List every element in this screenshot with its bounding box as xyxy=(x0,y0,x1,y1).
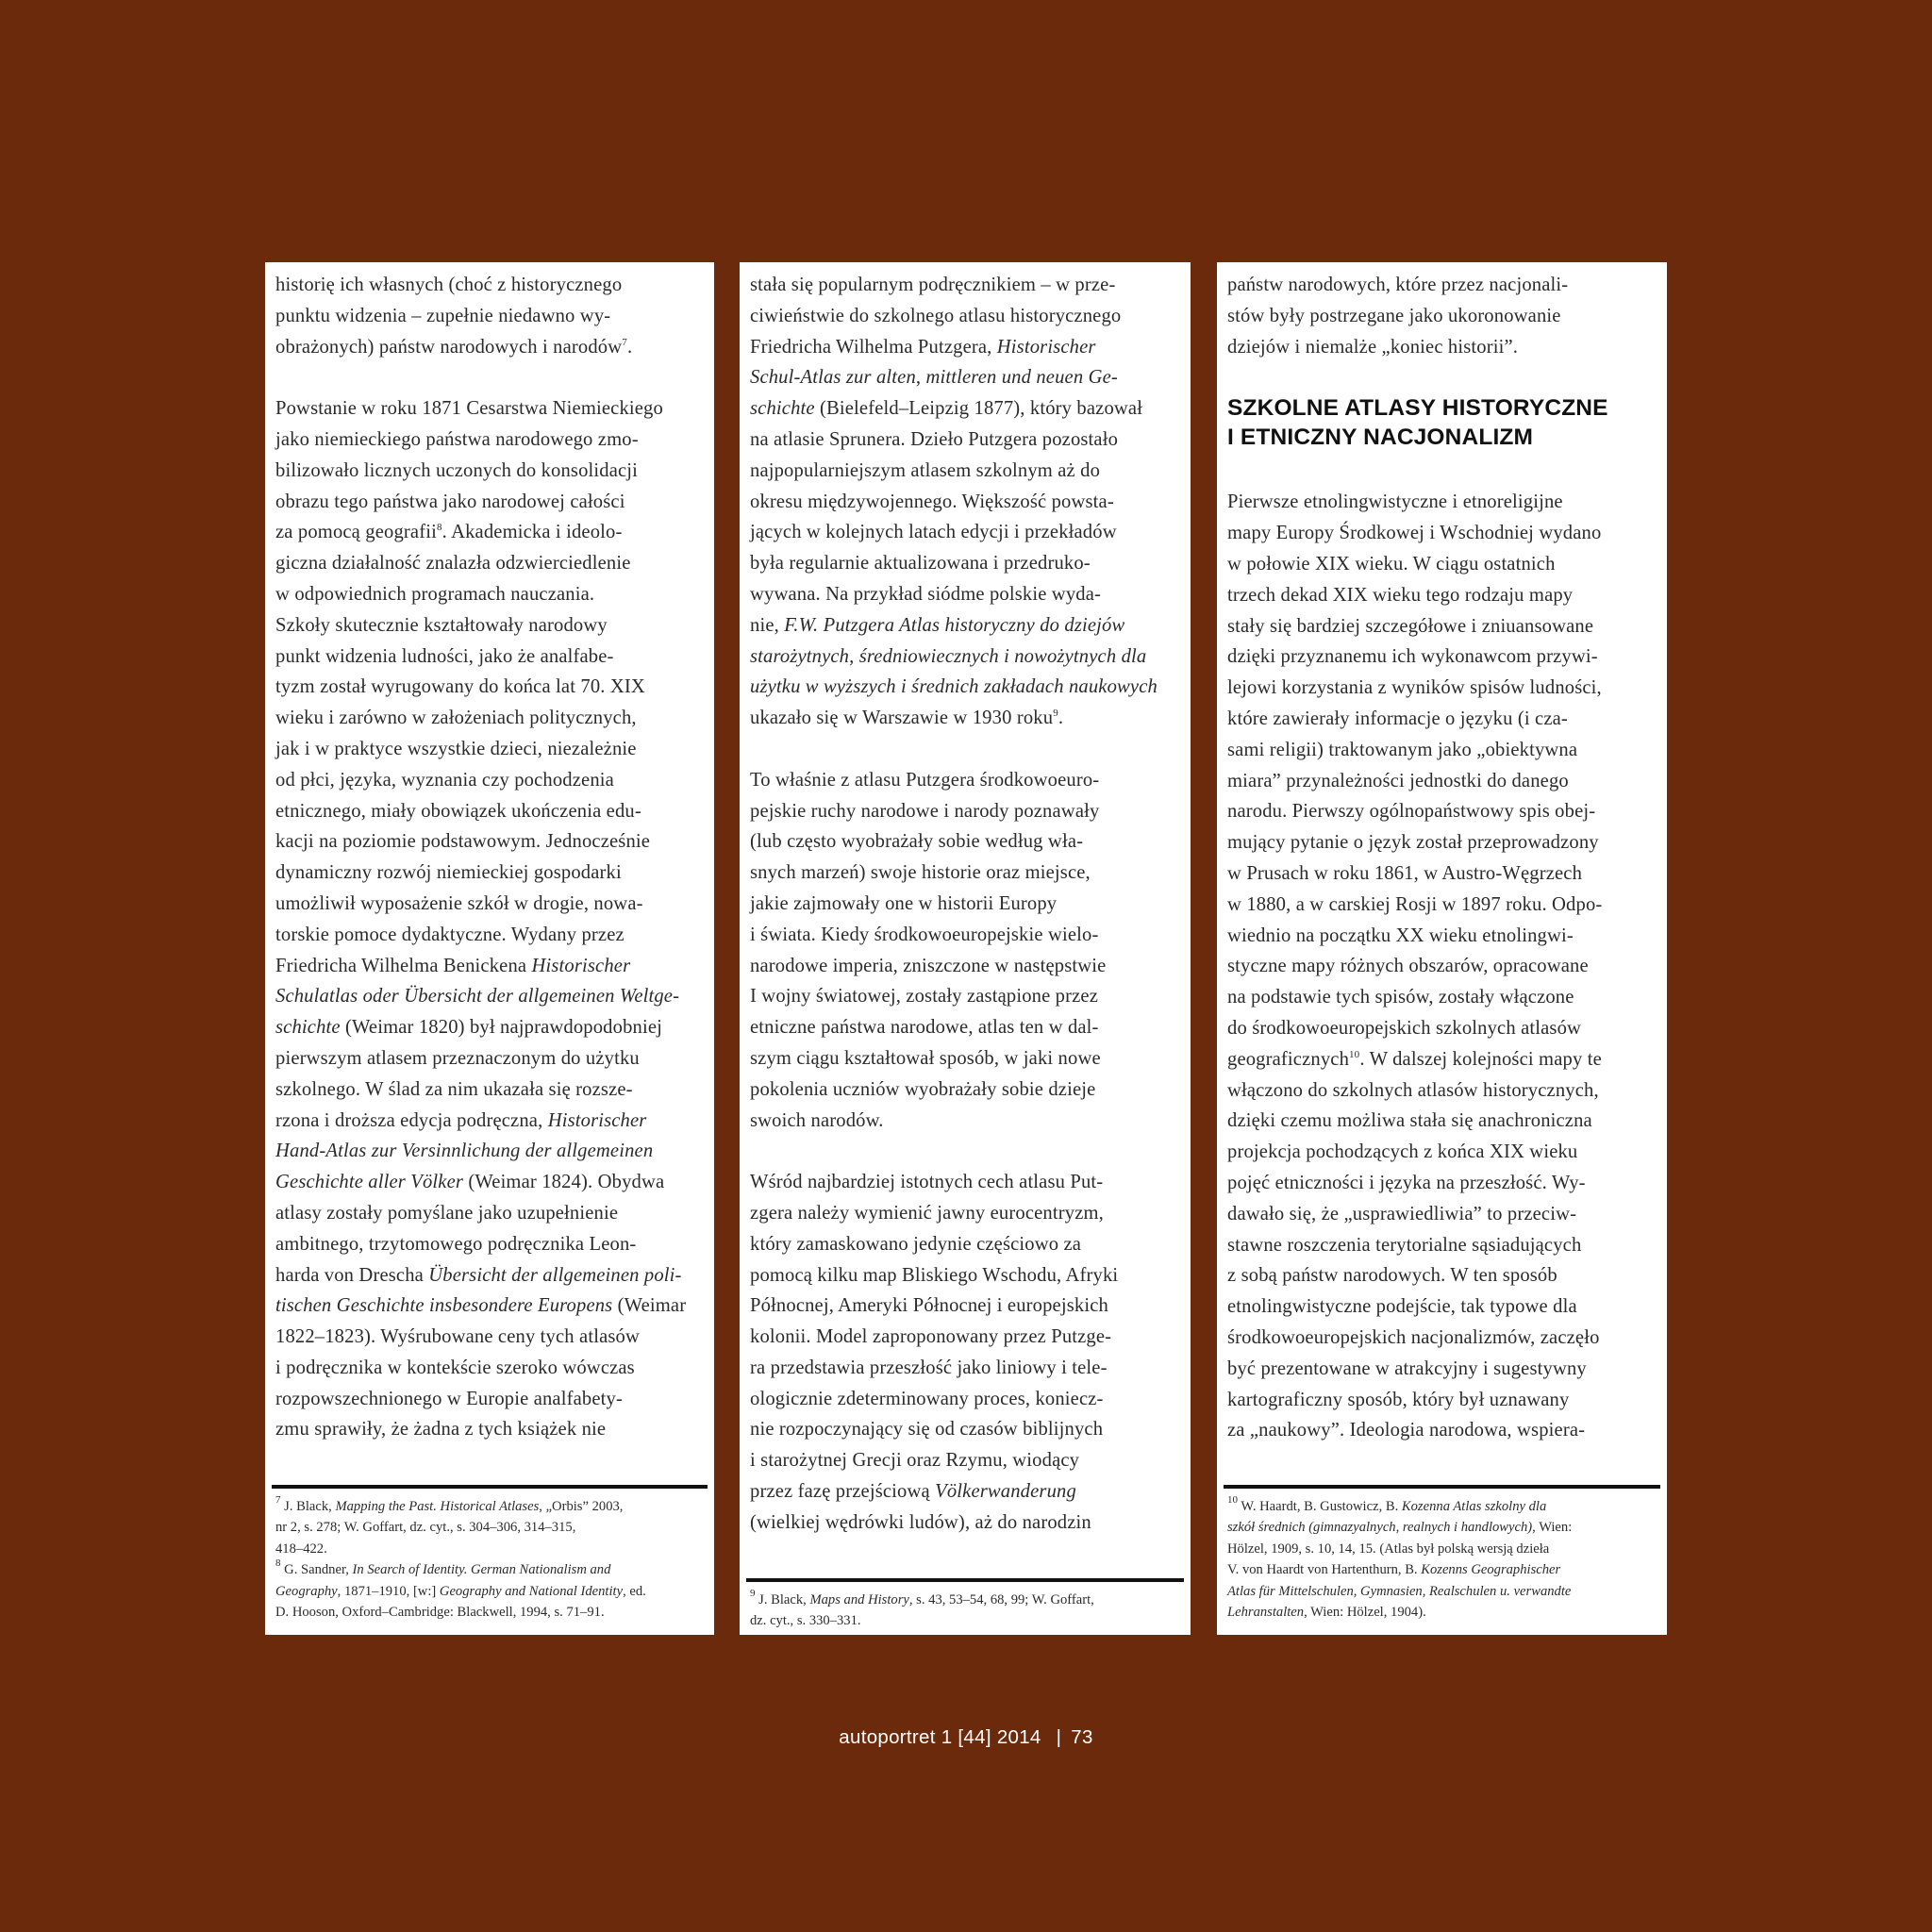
footnote-divider xyxy=(746,1578,1184,1582)
page-folio xyxy=(0,1726,1932,1749)
paragraph: Pierwsze etnolingwistyczne i etnoreligijne mapy Europy Środkowej i Wschodniej wydano w połowie XIX wieku. W ciągu ostatnich trzech dekad XIX wieku tego rodzaju mapy stały się bardziej szczegółowe i zniuansowane dzięki przyznanemu ich wykonawcom przywi- lejowi korzystania z wyników spisów ludności, które zawierały informacje o języku (i cza- sami religii) traktowanym jako „obiektywna miara” przynależności jednostki do danego narodu. Pierwszy ogólnopaństwowy spis obej- mujący pytanie o język został przeprowadzony w Prusach w roku 1861, w Austro-Węgrzech w 1880, a w carskiej Rosji w 1897 roku. Odpo- wiednio na początku XX wieku etnolingwi- styczne mapy różnych obszarów, opracowane na podstawie tych spisów, zostały włączone do środkowoeuropejskich szkolnych atlasów geograficznych$^{10}$. W dalszej kolejności mapy te włączono do szkolnych atlasów historycznych, dzięki czemu możliwa stała się anachroniczna projekcja pochodzących z końca XIX wieku pojęć etniczności i języka na przeszłość. Wy- dawało się, że „usprawiedliwia” to przeciw- stawne roszczenia terytorialne sąsiadujących z sobą państw narodowych. W ten sposób etnolingwistyczne podejście, tak typowe dla środkowoeuropejskich nacjonalizmów, zaczęło być prezentowane w atrakcyjny i sugestywny kartograficzny sposób, który był uznawany za „naukowy”. Ideologia narodowa, wspiera- xyxy=(1227,491,1603,1441)
column-1-body xyxy=(275,270,704,1445)
text-column-1 xyxy=(265,262,714,1635)
footnote-9: $^9$ J. Black, Maps and History, s. 43, 53–54, 68, 99; W. Goffart, xyxy=(750,1588,1094,1607)
page-number: 73 xyxy=(1071,1726,1093,1748)
footnote-ref[interactable]: 9 xyxy=(1053,708,1058,720)
footnote-ref[interactable]: 10 xyxy=(1349,1048,1360,1060)
paragraph: Powstanie w roku 1871 Cesarstwa Niemieckiego jako niemieckiego państwa narodowego zmo- bilizowało licznych uczonych do konsolidacji obrazu tego państwa jako narodowej całości za pomocą geografii$^8$. Akademicka i ideolo- giczna działalność znalazła odzwierciedlenie w odpowiednich programach nauczania. Szkoły skutecznie kształtowały narodowy punkt widzenia ludności, jako że analfabe- tyzm został wyrugowany do końca lat 70. XIX wieku i zarówno w założeniach politycznych, jak i w praktyce wszystkie dzieci, niezależnie od płci, języka, wyznania czy pochodzenia etnicznego, miały obowiązek ukończenia edu- kacji na poziomie podstawowym. Jednocześnie dynamiczny rozwój niemieckiej gospodarki umożliwił wyposażenie szkół w drogie, nowa- torskie pomoce dydaktyczne. Wydany przez Friedricha Wilhelma Benickena Historischer Schulatlas oder Übersicht der allgemeinen Weltge- schichte (Weimar 1820) był najprawdopodobniej pierwszym atlasem przeznaczonym do użytku szkolnego. W ślad za nim ukazała się rozsze- rzona i droższa edycja podręczna, Historischer Hand-Atlas zur Versinnlichung der allgemeinen Geschichte aller Völker (Weimar 1824). Obydwa atlasy zostały pomyślane jako uzupełnienie ambitnego, trzytomowego podręcznika Leon- harda von Drescha Übersicht der allgemeinen poli- tischen Geschichte insbesondere Europens (Weimar 1822–1823). Wyśrubowane ceny tych atlasów i podręcznika w kontekście szeroko wówczas rozpowszechnionego w Europie analfabety- zmu sprawiły, że żadna z tych książek nie xyxy=(275,398,687,1441)
column-3-body xyxy=(1227,270,1657,1446)
text-column-3 xyxy=(1217,262,1667,1635)
footnotes: $^7$ J. Black, Mapping the Past. Historical Atlases, „Orbis” 2003, nr 2, s. 278; W. Goffart, dz. cyt., s. 304–306, 314–315, 418–422. $^8$ G. Sandner, In Search of Identity. German Nationalism and Geography, 1871–1910, [w:] Geography and National Identity, ed. D. Hooson, Oxford–Cambridge: Blackwell, 1994, s. 71–91. xyxy=(275,1496,707,1623)
footnote-divider xyxy=(272,1485,708,1489)
section-heading: SZKOLNE ATLASY HISTORYCZNE I ETNICZNY NACJONALIZM xyxy=(1227,395,1608,451)
footnotes: $^{10}$ W. Haardt, B. Gustowicz, B. Kozenna Atlas szkolny dla szkół średnich (gimnazyalnych, realnych i handlowych), Wien: Hölzel, 1909, s. 10, 14, 15. (Atlas był polską wersją dzieła V. von Haardt von Hartenthurn, B. Kozenns Geographischer Atlas für Mittelschulen, Gymnasien, Realschulen u. verwandte Lehranstalten, Wien: Hölzel, 1904). xyxy=(1227,1496,1659,1623)
footnote-7: $^7$ J. Black, Mapping the Past. Historical Atlases, „Orbis” 2003, xyxy=(275,1494,624,1514)
footnotes: $^9$ J. Black, Maps and History, s. 43, 53–54, 68, 99; W. Goffart, dz. cyt., s. 330–331. xyxy=(750,1590,1183,1632)
folio-separator: | xyxy=(1056,1726,1062,1748)
footnote-divider xyxy=(1224,1485,1660,1489)
journal-title: autoportret 1 [44] 2014 xyxy=(839,1726,1041,1748)
column-2-body xyxy=(750,270,1180,1539)
paragraph: państw narodowych, które przez nacjonali- stów były postrzegane jako ukoronowanie dziejów i niemalże „koniec historii”. xyxy=(1227,275,1569,358)
footnote-ref[interactable]: 8 xyxy=(436,522,442,534)
paragraph: To właśnie z atlasu Putzgera środkowoeuro- pejskie ruchy narodowe i narody poznawały (lub często wyobrażały sobie według wła- snych marzeń) swoje historie oraz miejsce, jakie zajmowały one w historii Europy i świata. Kiedy środkowoeuropejskie wielo- narodowe imperia, zniszczone w następstwie I wojny światowej, zostały zastąpione przez etniczne państwa narodowe, atlas ten w dal- szym ciągu kształtował sposób, w jaki nowe pokolenia uczniów wyobrażały sobie dzieje swoich narodów. xyxy=(750,769,1107,1131)
footnote-8: $^8$ G. Sandner, In Search of Identity. German Nationalism and xyxy=(275,1557,611,1578)
footnote-ref[interactable]: 7 xyxy=(622,336,627,348)
footnote-10: $^{10}$ W. Haardt, B. Gustowicz, B. Kozenna Atlas szkolny dla xyxy=(1227,1494,1547,1514)
paragraph: historię ich własnych (choć z historycznego punktu widzenia – zupełnie niedawno wy- obrażonych) państw narodowych i narodów$^7$. xyxy=(275,275,633,358)
text-column-2 xyxy=(740,262,1191,1635)
paragraph: stała się popularnym podręcznikiem – w prze- ciwieństwie do szkolnego atlasu historycznego Friedricha Wilhelma Putzgera, Historischer Schul-Atlas zur alten, mittleren und neuen Ge- schichte (Bielefeld–Leipzig 1877), który bazował na atlasie Sprunera. Dzieło Putzgera pozostało najpopularniejszym atlasem szkolnym aż do okresu międzywojennego. Większość powsta- jących w kolejnych latach edycji i przekładów była regularnie aktualizowana i przedruko- wywana. Na przykład siódme polskie wyda- nie, F.W. Putzgera Atlas historyczny do dziejów starożytnych, średniowiecznych i nowożytnych dla użytku w wyższych i średnich zakładach naukowych ukazało się w Warszawie w 1930 roku$^9$. xyxy=(750,275,1158,729)
paragraph: Wśród najbardziej istotnych cech atlasu Put- zgera należy wymienić jawny eurocentryzm, który zamaskowano jedynie częściowo za pomocą kilku map Bliskiego Wschodu, Afryki Północnej, Ameryki Północnej i europejskich kolonii. Model zaproponowany przez Putzge- ra przedstawia przeszłość jako liniowy i tele- ologicznie zdeterminowany proces, koniecz- nie rozpoczynający się od czasów biblijnych i starożytnej Grecji oraz Rzymu, wiodący przez fazę przejściową Völkerwanderung (wielkiej wędrówki ludów), aż do narodzin xyxy=(750,1172,1119,1533)
